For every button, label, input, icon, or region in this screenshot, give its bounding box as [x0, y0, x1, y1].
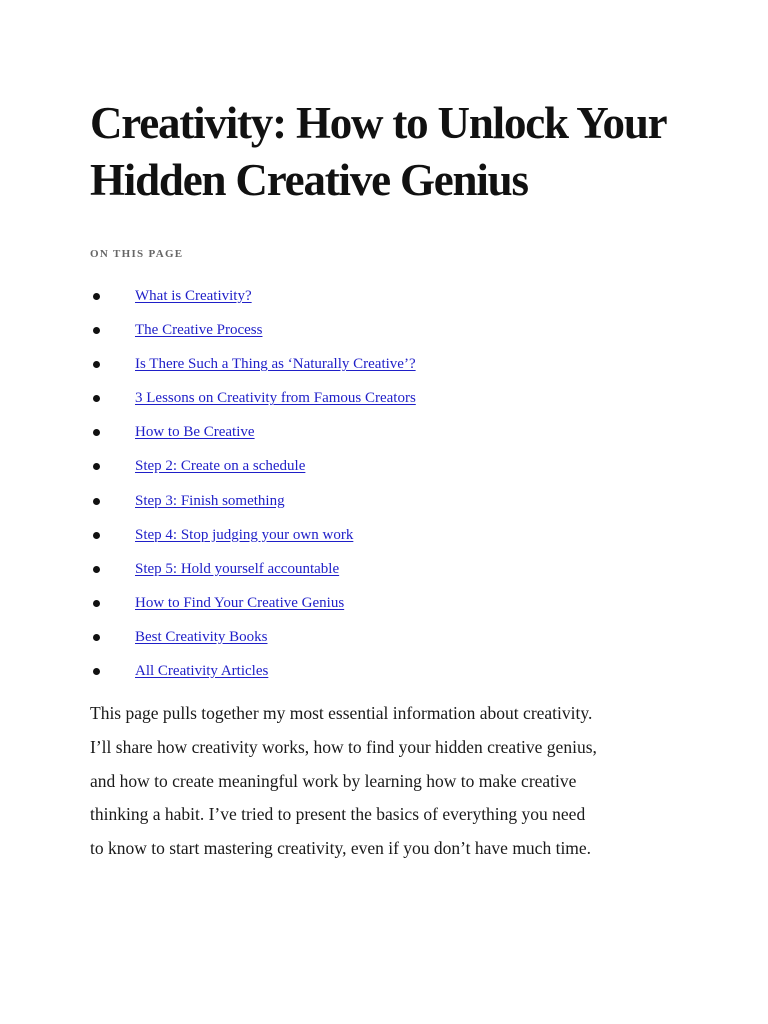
- toc-item: [90, 654, 730, 688]
- toc-link-step-5[interactable]: Step 5: Hold yourself accountable: [135, 560, 340, 577]
- toc-link-step-4[interactable]: Step 4: Stop judging your own work: [135, 526, 354, 543]
- bullet-icon: [93, 600, 100, 607]
- table-of-contents: [90, 279, 730, 688]
- bullet-icon: [93, 634, 100, 641]
- intro-paragraph: [90, 697, 690, 866]
- toc-link-how-to-be-creative[interactable]: How to Be Creative: [135, 424, 255, 441]
- toc-link-all-articles[interactable]: All Creativity Articles: [135, 663, 269, 680]
- intro-line: I’ll share how creativity works, how to find your hidden creative genius,: [90, 736, 597, 757]
- toc-heading: ON THIS PAGE: [90, 248, 184, 260]
- toc-item: [90, 484, 730, 518]
- bullet-icon: [93, 327, 100, 334]
- intro-line: This page pulls together my most essential information about creativity.: [90, 703, 593, 723]
- bullet-icon: [93, 498, 100, 505]
- toc-link-what-is-creativity[interactable]: What is Creativity?: [135, 288, 252, 304]
- intro-line: thinking a habit. I’ve tried to present the basics of everything you need: [90, 804, 586, 825]
- bullet-icon: [93, 463, 100, 470]
- bullet-icon: [93, 668, 100, 675]
- toc-item: [90, 518, 730, 552]
- toc-item: [90, 313, 730, 347]
- toc-link-best-books[interactable]: Best Creativity Books: [135, 628, 268, 645]
- toc-item: [90, 279, 730, 313]
- toc-item: [90, 620, 730, 654]
- toc-link-step-3[interactable]: Step 3: Finish something: [135, 492, 285, 509]
- toc-item: [90, 552, 730, 586]
- toc-item: [90, 449, 730, 483]
- toc-item: [90, 415, 730, 449]
- toc-link-step-2[interactable]: Step 2: Create on a schedule: [135, 458, 306, 475]
- toc-link-creative-genius[interactable]: How to Find Your Creative Genius: [135, 594, 345, 611]
- toc-link-naturally-creative[interactable]: Is There Such a Thing as ‘Naturally Creative’?: [135, 356, 416, 373]
- bullet-icon: [93, 293, 100, 300]
- intro-line: to know to start mastering creativity, even if you don’t have much time.: [90, 838, 592, 859]
- bullet-icon: [93, 395, 100, 402]
- bullet-icon: [93, 429, 100, 436]
- intro-line: and how to create meaningful work by learning how to make creative: [90, 770, 577, 791]
- toc-link-three-lessons[interactable]: 3 Lessons on Creativity from Famous Creators: [135, 390, 416, 407]
- page-title: Creativity: How to Unlock Your Hidden Creative Genius: [90, 98, 666, 205]
- bullet-icon: [93, 566, 100, 573]
- bullet-icon: [93, 361, 100, 368]
- toc-link-creative-process[interactable]: The Creative Process: [135, 322, 263, 339]
- bullet-icon: [93, 532, 100, 539]
- toc-item: [90, 381, 730, 415]
- toc-item: [90, 347, 730, 381]
- toc-item: [90, 586, 730, 620]
